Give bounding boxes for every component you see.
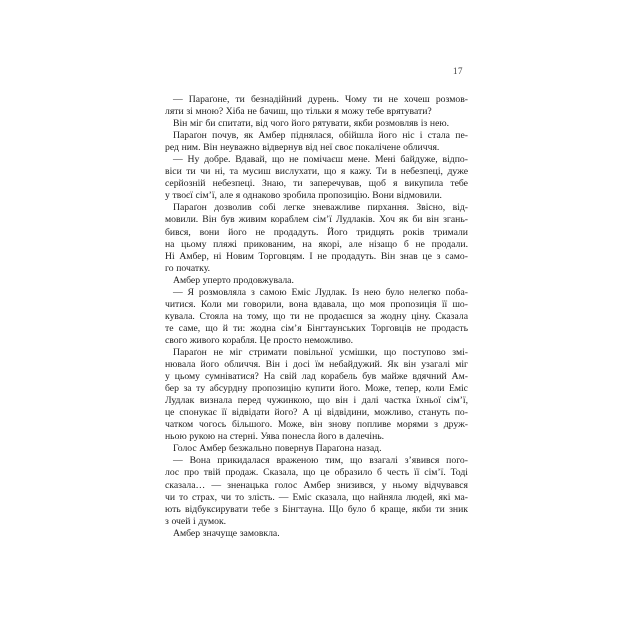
text-line: лос про твій продаж. Сказала, що це образило б честь її сім’ї. Тоді: [165, 467, 468, 479]
text-line: Параґон почув, як Амбер піднялася, обійшла його ніс і стала пе-: [173, 130, 468, 142]
text-line: — Параґоне, ти безнадійний дурень. Чому ти не хочеш розмов-: [173, 94, 468, 105]
text-line: Голос Амбер безжально повернув Параґона назад.: [173, 443, 382, 455]
text-line: нювала його обличчя. Він і досі їм небайдужий. Як він узагалі міг: [165, 359, 468, 371]
text-line: з очей і думок.: [165, 515, 227, 527]
text-line: це спонукає її відвідати його? А ці відвідини, можливо, стануть по-: [165, 407, 468, 419]
text-line: ньою рукою на стерні. Уява понесла його в далечінь.: [165, 431, 385, 443]
text-line: Лудлак визнала перед чужинкою, що він і далі частка їхньої сім’ї,: [165, 395, 468, 407]
text-line: бився, вони його не продадуть. Його тридцять років тримали: [165, 226, 468, 238]
text-line: — Я розмовляла з самою Еміс Лудлак. Із нею було нелегко поба-: [173, 286, 468, 298]
text-line: Параґон дозволив собі легке зневажливе пирхання. Звісно, від-: [173, 202, 468, 214]
text-line: кувала. Стояла на тому, що ти не продаєшся за жодну ціну. Сказала: [165, 310, 468, 322]
text-line: у цьому сумніватися? На свій лад корабель був майже вдячний Ам-: [165, 371, 468, 383]
text-line: чатком чогось більшого. Може, він знову попливе морями з друж-: [165, 419, 468, 431]
text-line: на цьому пляжі прикованим, на якорі, але нізащо б не продали.: [165, 238, 468, 250]
page-text: [165, 94, 468, 540]
text-line: ляти зі мною? Хіба не бачиш, що тільки я можу тебе врятувати?: [165, 106, 432, 118]
text-line: сказала… — зненацька голос Амбер знизився, у ньому відчувався: [165, 479, 468, 491]
text-line: Він міг би спитати, від чого його рятувати, якби розмовляв із нею.: [173, 118, 450, 130]
text-line: — Ну добре. Вдавай, що не помічаєш мене. Мені байдуже, відпо-: [173, 154, 468, 166]
text-line: свого живого корабля. Це просто неможливо.: [165, 334, 354, 346]
text-line: мовили. Він був живим кораблем сім’ї Лудлаків. Хоч як би він згань-: [165, 214, 468, 226]
text-line: серйозній небезпеці. Знаю, ти заперечував, щоб я викупила тебе: [165, 178, 468, 190]
text-line: читися. Коли ми говорили, вона вдавала, що моя пропозиція її шо-: [165, 298, 468, 310]
text-line: Параґон не міг стримати повільної усмішки, що поступово змі-: [173, 346, 468, 358]
text-line: віси ти чи ні, та мусиш вислухати, що я кажу. Ти в небезпеці, дуже: [165, 166, 468, 178]
text-line: Амбер уперто продовжувала.: [173, 274, 294, 286]
text-line: го початку.: [165, 262, 210, 274]
text-line: чи то страх, чи то злість. — Еміс сказала, що найняла людей, які ма-: [165, 491, 468, 503]
text-line: бер за ту абсурдну пропозицію купити його. Може, тепер, коли Еміс: [165, 383, 468, 395]
text-line: Амбер значуще замовкла.: [173, 527, 280, 539]
text-line: Ні Амбер, ні Новим Торговцям. І не продадуть. Він знав це з само-: [165, 250, 468, 262]
text-line: у твоєї сім’ї, але я однаково зробила пропозицію. Вони відмовили.: [165, 190, 442, 202]
page-number: 17: [453, 66, 463, 76]
text-line: ред ним. Він неуважно відвернув від неї своє покалічене обличчя.: [165, 142, 440, 154]
text-line: те саме, що й ти: жодна сім’я Бінгтаунських Торговців не продасть: [165, 322, 468, 334]
text-line: — Вона прикидалася враженою тим, що взагалі з’явився пого-: [173, 455, 468, 467]
text-line: ють відбуксирувати тебе з Бінгтауна. Що було б краще, якби ти зник: [165, 503, 468, 515]
